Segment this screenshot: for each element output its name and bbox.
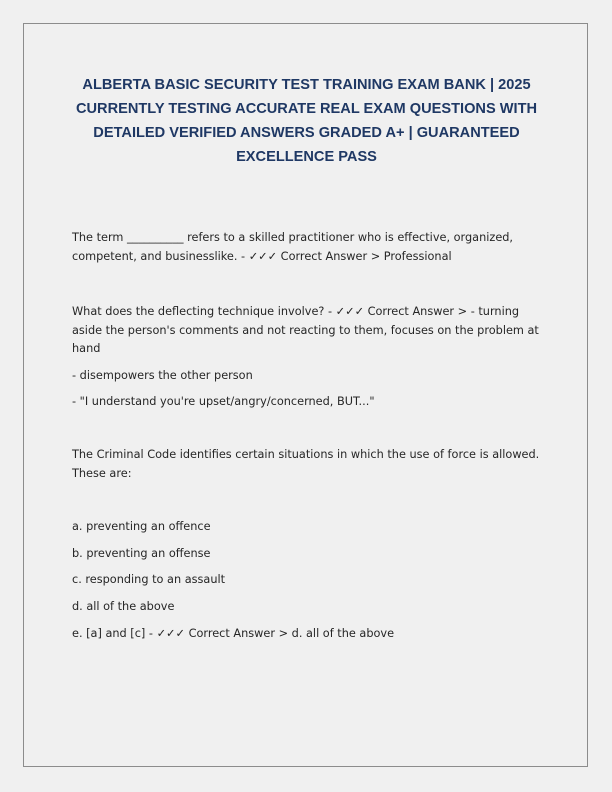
question-3-option-a: a. preventing an offence: [72, 520, 211, 533]
question-3-option-e: e. [a] and [c] - ✓✓✓ Correct Answer > d. all of the above: [72, 627, 395, 640]
document-page: [23, 23, 588, 767]
question-3: The Criminal Code identifies certain situations in which the use of force is allowed. These are:: [72, 448, 540, 480]
question-2-detail-2: - "I understand you're upset/angry/concerned, BUT...": [72, 395, 375, 408]
question-3-option-c: c. responding to an assault: [72, 573, 226, 586]
question-3-option-d: d. all of the above: [72, 600, 175, 613]
question-2: What does the deflecting technique involve? - ✓✓✓ Correct Answer > - turning aside the person's comments and not reacting to them, focuses on the problem at hand: [72, 305, 539, 355]
question-2-detail-1: - disempowers the other person: [72, 369, 253, 382]
question-3-option-b: b. preventing an offense: [72, 547, 211, 560]
question-1: The term __________ refers to a skilled practitioner who is effective, organized, competent, and businesslike. - ✓✓✓ Correct Answer > Professional: [72, 231, 514, 263]
document-title: ALBERTA BASIC SECURITY TEST TRAINING EXAM BANK | 2025 CURRENTLY TESTING ACCURATE REAL EXAM QUESTIONS WITH DETAILED VERIFIED ANSWERS GRADED A+ | GUARANTEED EXCELLENCE PASS: [75, 77, 538, 165]
